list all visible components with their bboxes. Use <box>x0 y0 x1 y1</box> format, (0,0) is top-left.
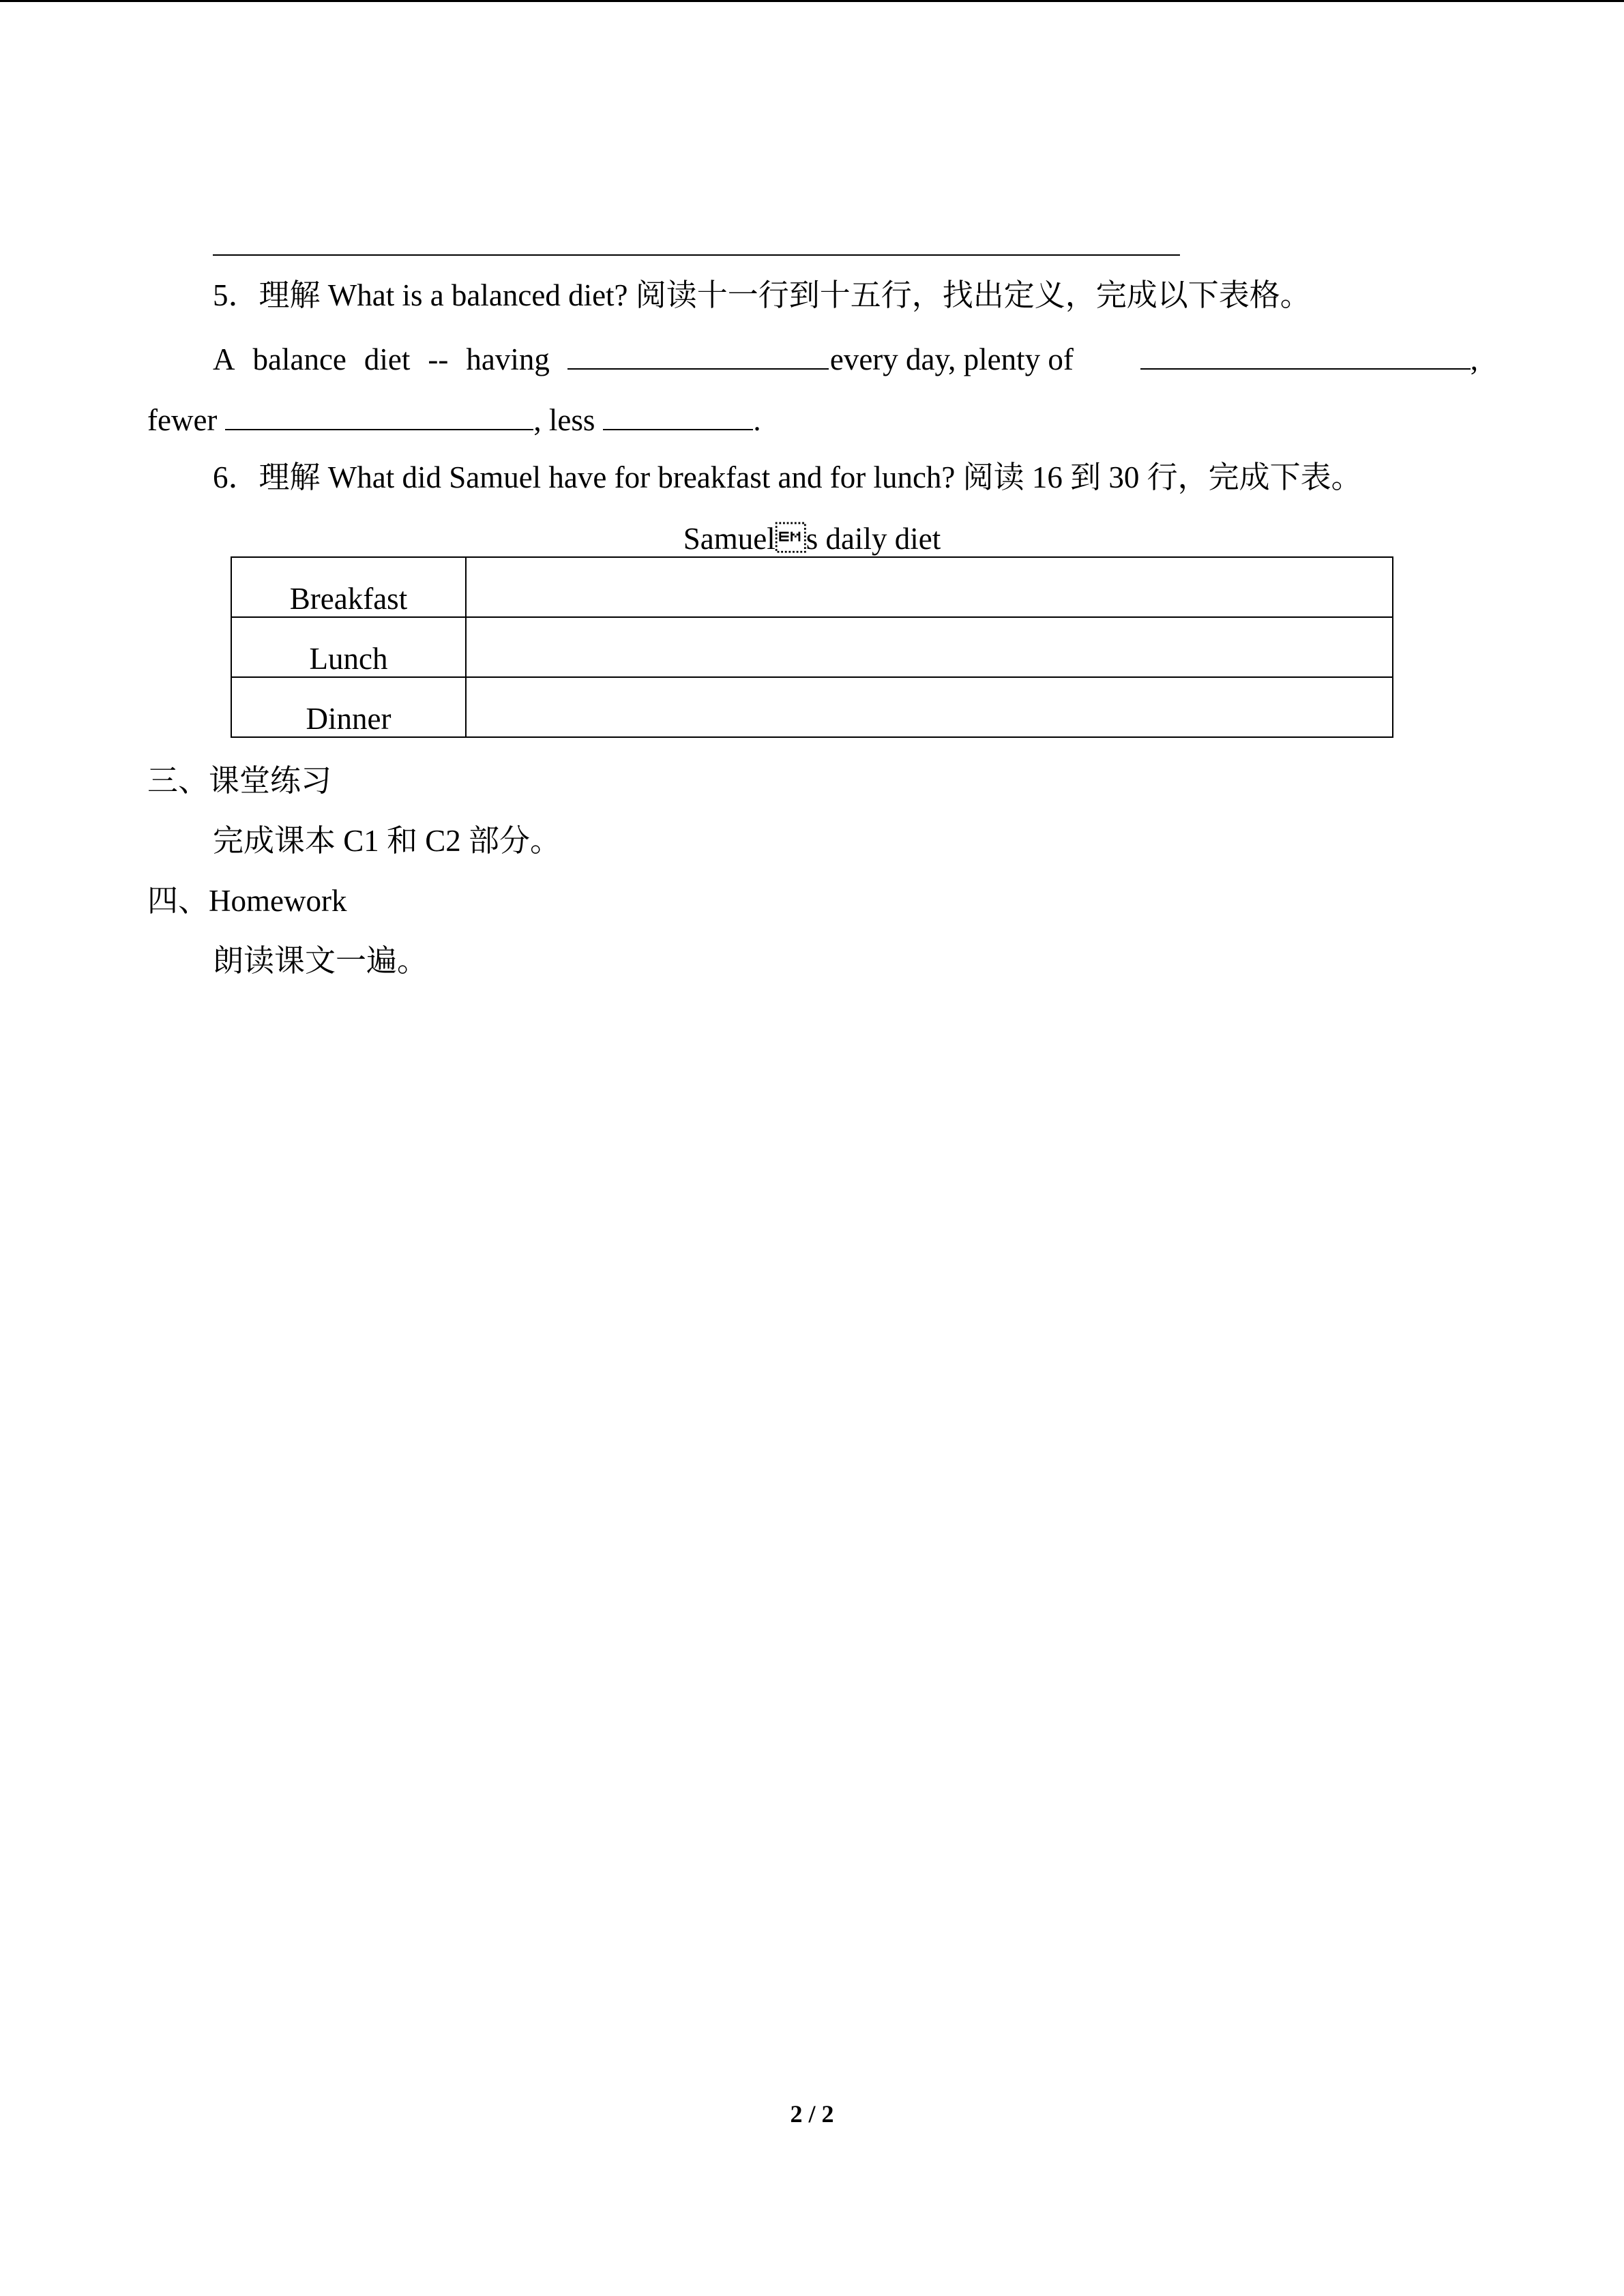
answer-blank[interactable] <box>1140 338 1471 370</box>
answer-line <box>213 254 1180 256</box>
question-5-fill-line-1 <box>213 338 1478 378</box>
fill-word: A <box>213 342 235 376</box>
fill-text: fewer <box>147 403 218 437</box>
table-title: Samuels daily diet <box>683 522 941 556</box>
page-number: 2 / 2 <box>790 2100 834 2128</box>
table-row <box>231 557 1393 617</box>
section-4-heading: 四、Homework <box>147 884 347 918</box>
table-answer-cell[interactable] <box>466 677 1393 737</box>
fill-word: -- <box>428 342 449 376</box>
question-5-fill-line-2 <box>147 399 761 439</box>
question-5-prompt: 5．理解 What is a balanced diet? 阅读十一行到十五行，找出定义，完成以下表格。 <box>213 278 1311 312</box>
fill-word: having <box>466 342 550 376</box>
table-answer-cell[interactable] <box>466 557 1393 617</box>
table-row-label: Breakfast <box>231 557 466 617</box>
table-row-label: Dinner <box>231 677 466 737</box>
table-row <box>231 617 1393 677</box>
section-3-heading: 三、课堂练习 <box>147 764 332 798</box>
section-3-body: 完成课本 C1 和 C2 部分。 <box>213 824 561 858</box>
section-4-body: 朗读课文一遍。 <box>213 944 428 978</box>
table-row <box>231 677 1393 737</box>
answer-blank[interactable] <box>603 399 753 430</box>
fill-word: diet <box>364 342 411 376</box>
fill-text: , less <box>533 403 595 437</box>
table-answer-cell[interactable] <box>466 617 1393 677</box>
diet-table <box>231 556 1393 738</box>
question-6-prompt: 6．理解 What did Samuel have for breakfast and for lunch? 阅读 16 到 30 行，完成下表。 <box>213 460 1362 494</box>
answer-blank[interactable] <box>567 338 829 370</box>
table-row-label: Lunch <box>231 617 466 677</box>
fill-word: balance <box>252 342 346 376</box>
fill-text: every day, plenty of <box>829 342 1074 376</box>
fill-text: , <box>1470 342 1478 376</box>
fill-text: . <box>753 403 761 437</box>
answer-blank[interactable] <box>225 399 533 430</box>
